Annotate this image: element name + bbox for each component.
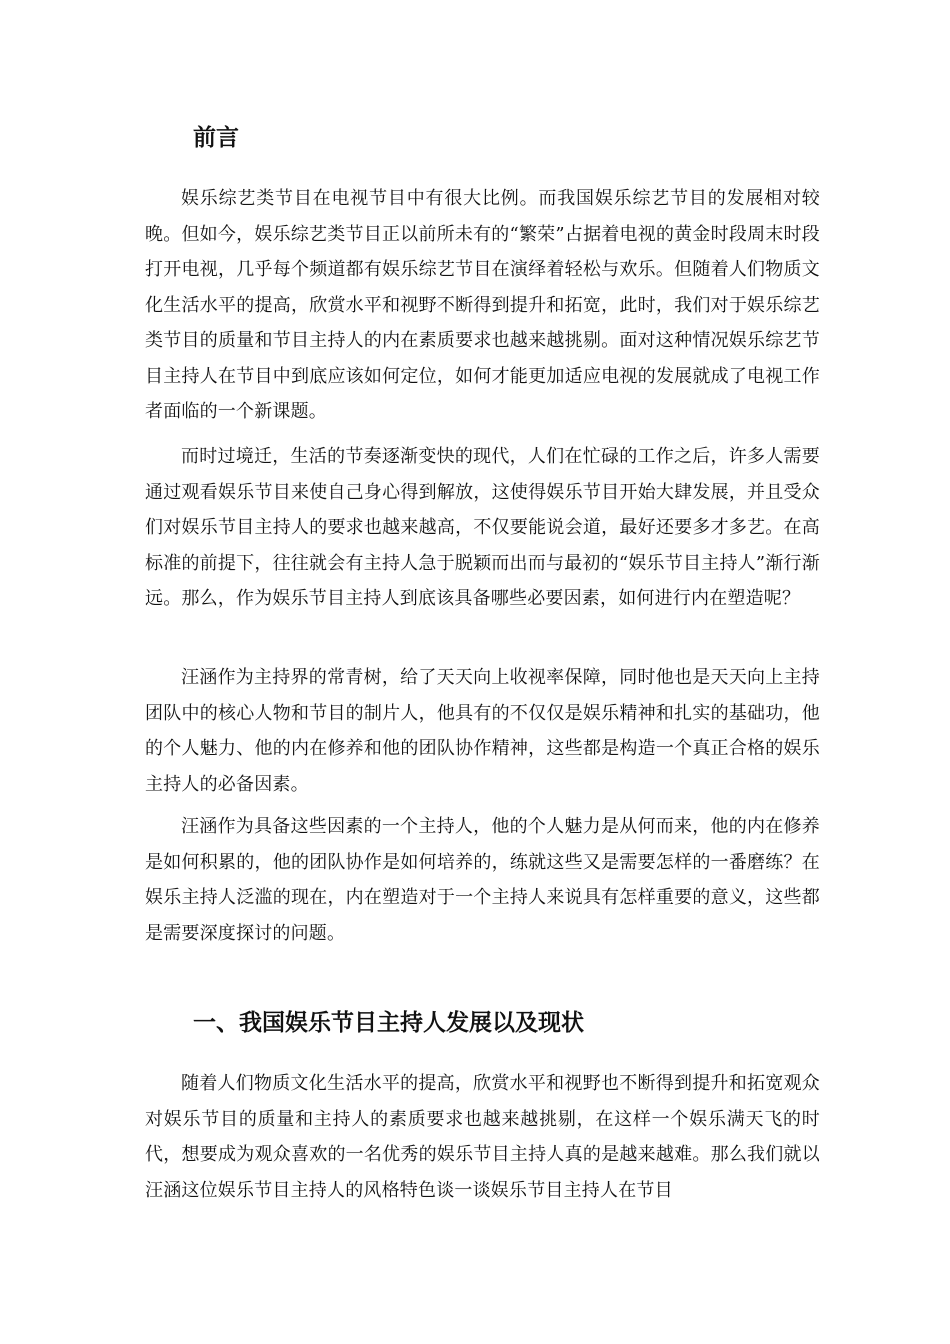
preface-paragraph-3: 汪涵作为主持界的常青树，给了天天向上收视率保障，同时他也是天天向上主持团队中的核心人物和节目的制片人，他具有的不仅仅是娱乐精神和扎实的基础功，他的个人魅力、他的内在修养和他的团队协作精神，这些都是构造一个真正合格的娱乐主持人的必备因素。 — [145, 667, 820, 795]
section-1-heading: 一、我国娱乐节目主持人发展以及现状 — [193, 1010, 584, 1036]
preface-paragraph-1: 娱乐综艺类节目在电视节目中有很大比例。而我国娱乐综艺节目的发展相对较晚。但如今，娱乐综艺类节目正以前所未有的“繁荣”占据着电视的黄金时段周末时段打开电视，几乎每个频道都有娱乐综艺节目在演绎着轻松与欢乐。但随着人们物质文化生活水平的提高，欣赏水平和视野不断得到提升和拓宽，此时，我们对于娱乐综艺类节目的质量和节目主持人的内在素质要求也越来越挑剔。面对这种情况娱乐综艺节目主持人在节目中到底应该如何定位，如何才能更加适应电视的发展就成了电视工作者面临的一个新课题。 — [145, 188, 820, 422]
section-1-paragraph-1: 随着人们物质文化生活水平的提高，欣赏水平和视野也不断得到提升和拓宽观众对娱乐节目的质量和主持人的素质要求也越来越挑剔，在这样一个娱乐满天飞的时代，想要成为观众喜欢的一名优秀的娱乐节目主持人真的是越来越难。那么我们就以汪涵这位娱乐节目主持人的风格特色谈一谈娱乐节目主持人在节目 — [145, 1073, 820, 1201]
preface-paragraph-2: 而时过境迁，生活的节奏逐渐变快的现代，人们在忙碌的工作之后，许多人需要通过观看娱乐节目来使自己身心得到解放，这使得娱乐节目开始大肆发展，并且受众们对娱乐节目主持人的要求也越来越高，不仅要能说会道，最好还要多才多艺。在高标准的前提下，往往就会有主持人急于脱颖而出而与最初的“娱乐节目主持人”渐行渐远。那么，作为娱乐节目主持人到底该具备哪些必要因素，如何进行内在塑造呢？ — [145, 446, 820, 609]
preface-heading: 前言 — [193, 125, 239, 151]
preface-paragraph-4: 汪涵作为具备这些因素的一个主持人，他的个人魅力是从何而来，他的内在修养是如何积累的，他的团队协作是如何培养的，练就这些又是需要怎样的一番磨练？在娱乐主持人泛滥的现在，内在塑造对于一个主持人来说具有怎样重要的意义，这些都是需要深度探讨的问题。 — [145, 816, 820, 944]
